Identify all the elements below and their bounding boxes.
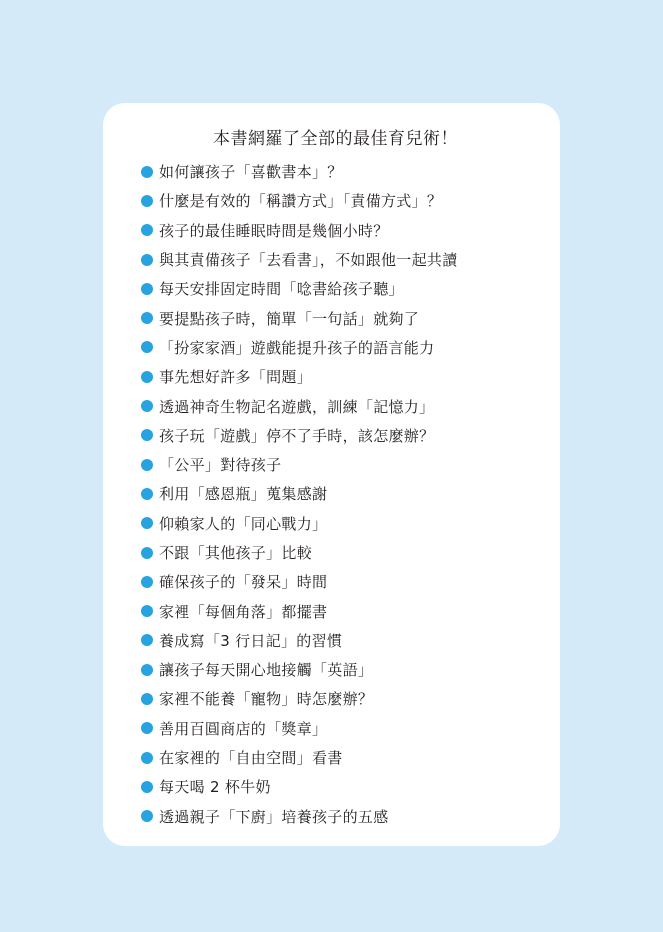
list-item [141,772,560,801]
list-item [141,186,560,215]
blue-dot-icon [141,283,153,295]
blue-dot-icon [141,312,153,324]
list-item [141,216,560,245]
list-item [141,714,560,743]
list-item-text: 不跟「其他孩子」比較 [159,544,313,562]
list-item [141,333,560,362]
blue-dot-icon [141,195,153,207]
list-item-text: 善用百圓商店的「獎章」 [159,719,328,738]
list-item-text: 透過神奇生物記名遊戲，訓練「記憶力」 [159,397,435,416]
blue-dot-icon [141,752,153,764]
list-item [141,479,560,508]
blue-dot-icon [141,371,153,383]
list-item [141,567,560,596]
blue-dot-icon [141,517,153,529]
blue-dot-icon [141,634,153,646]
blue-dot-icon [141,254,153,266]
list-item-text: 每天安排固定時間「唸書給孩子聽」 [159,280,404,299]
list-item-text: 「扮家家酒」遊戲能提升孩子的語言能力 [159,338,435,357]
blue-dot-icon [141,429,153,441]
list-item [141,538,560,567]
blue-dot-icon [141,781,153,793]
list-item [141,684,560,713]
blue-dot-icon [141,459,153,471]
blue-dot-icon [141,722,153,734]
list-item [141,596,560,625]
blue-dot-icon [141,341,153,353]
list-item-text: 讓孩子每天開心地接觸「英語」 [159,661,374,680]
list-item [141,245,560,274]
list-item-text: 養成寫「3 行日記」的習慣 [159,631,343,650]
list-item [141,421,560,450]
blue-dot-icon [141,488,153,500]
list-item-text: 事先想好許多「問題」 [159,368,313,387]
list-item [141,509,560,538]
blue-dot-icon [141,664,153,676]
list-item-text: 孩子玩「遊戲」停不了手時，該怎麼辦？ [159,426,435,445]
list-item-text: 如何讓孩子「喜歡書本」？ [159,163,343,182]
list-item-text: 利用「感恩瓶」蒐集感謝 [159,485,328,504]
list-item [141,450,560,479]
list-item-text: 確保孩子的「發呆」時間 [159,573,328,592]
page-title: 本書網羅了全部的最佳育兒術！ [213,129,458,149]
blue-dot-icon [141,693,153,705]
list-item-text: 仰賴家人的「同心戰力」 [159,514,328,533]
list-item [141,391,560,420]
blue-dot-icon [141,810,153,822]
list-item [141,303,560,332]
list-item-text: 家裡「每個角落」都擺書 [159,602,328,621]
blue-dot-icon [141,605,153,617]
list-item [141,743,560,772]
list-item-text: 要提點孩子時，簡單「一句話」就夠了 [159,309,420,328]
tips-list [103,157,560,831]
blue-dot-icon [141,166,153,178]
blue-dot-icon [141,576,153,588]
list-item [141,802,560,831]
blue-dot-icon [141,547,153,559]
list-item-text: 家裡不能養「寵物」時怎麼辦？ [159,690,374,709]
list-item-text: 「公平」對待孩子 [159,456,282,475]
content-card [103,103,560,846]
list-item [141,157,560,186]
blue-dot-icon [141,224,153,236]
list-item-text: 與其責備孩子「去看書」，不如跟他一起共讀 [159,251,458,270]
blue-dot-icon [141,400,153,412]
list-item [141,274,560,303]
list-item-text: 在家裡的「自由空間」看書 [159,749,343,768]
list-item-text: 每天喝 2 杯牛奶 [159,778,271,797]
list-item-text: 孩子的最佳睡眠時間是幾個小時？ [159,221,389,240]
list-item [141,362,560,391]
list-item-text: 什麼是有效的「稱讚方式」「責備方式」？ [159,192,443,211]
list-item-text: 透過親子「下廚」培養孩子的五感 [159,807,389,826]
list-item [141,655,560,684]
list-item [141,626,560,655]
